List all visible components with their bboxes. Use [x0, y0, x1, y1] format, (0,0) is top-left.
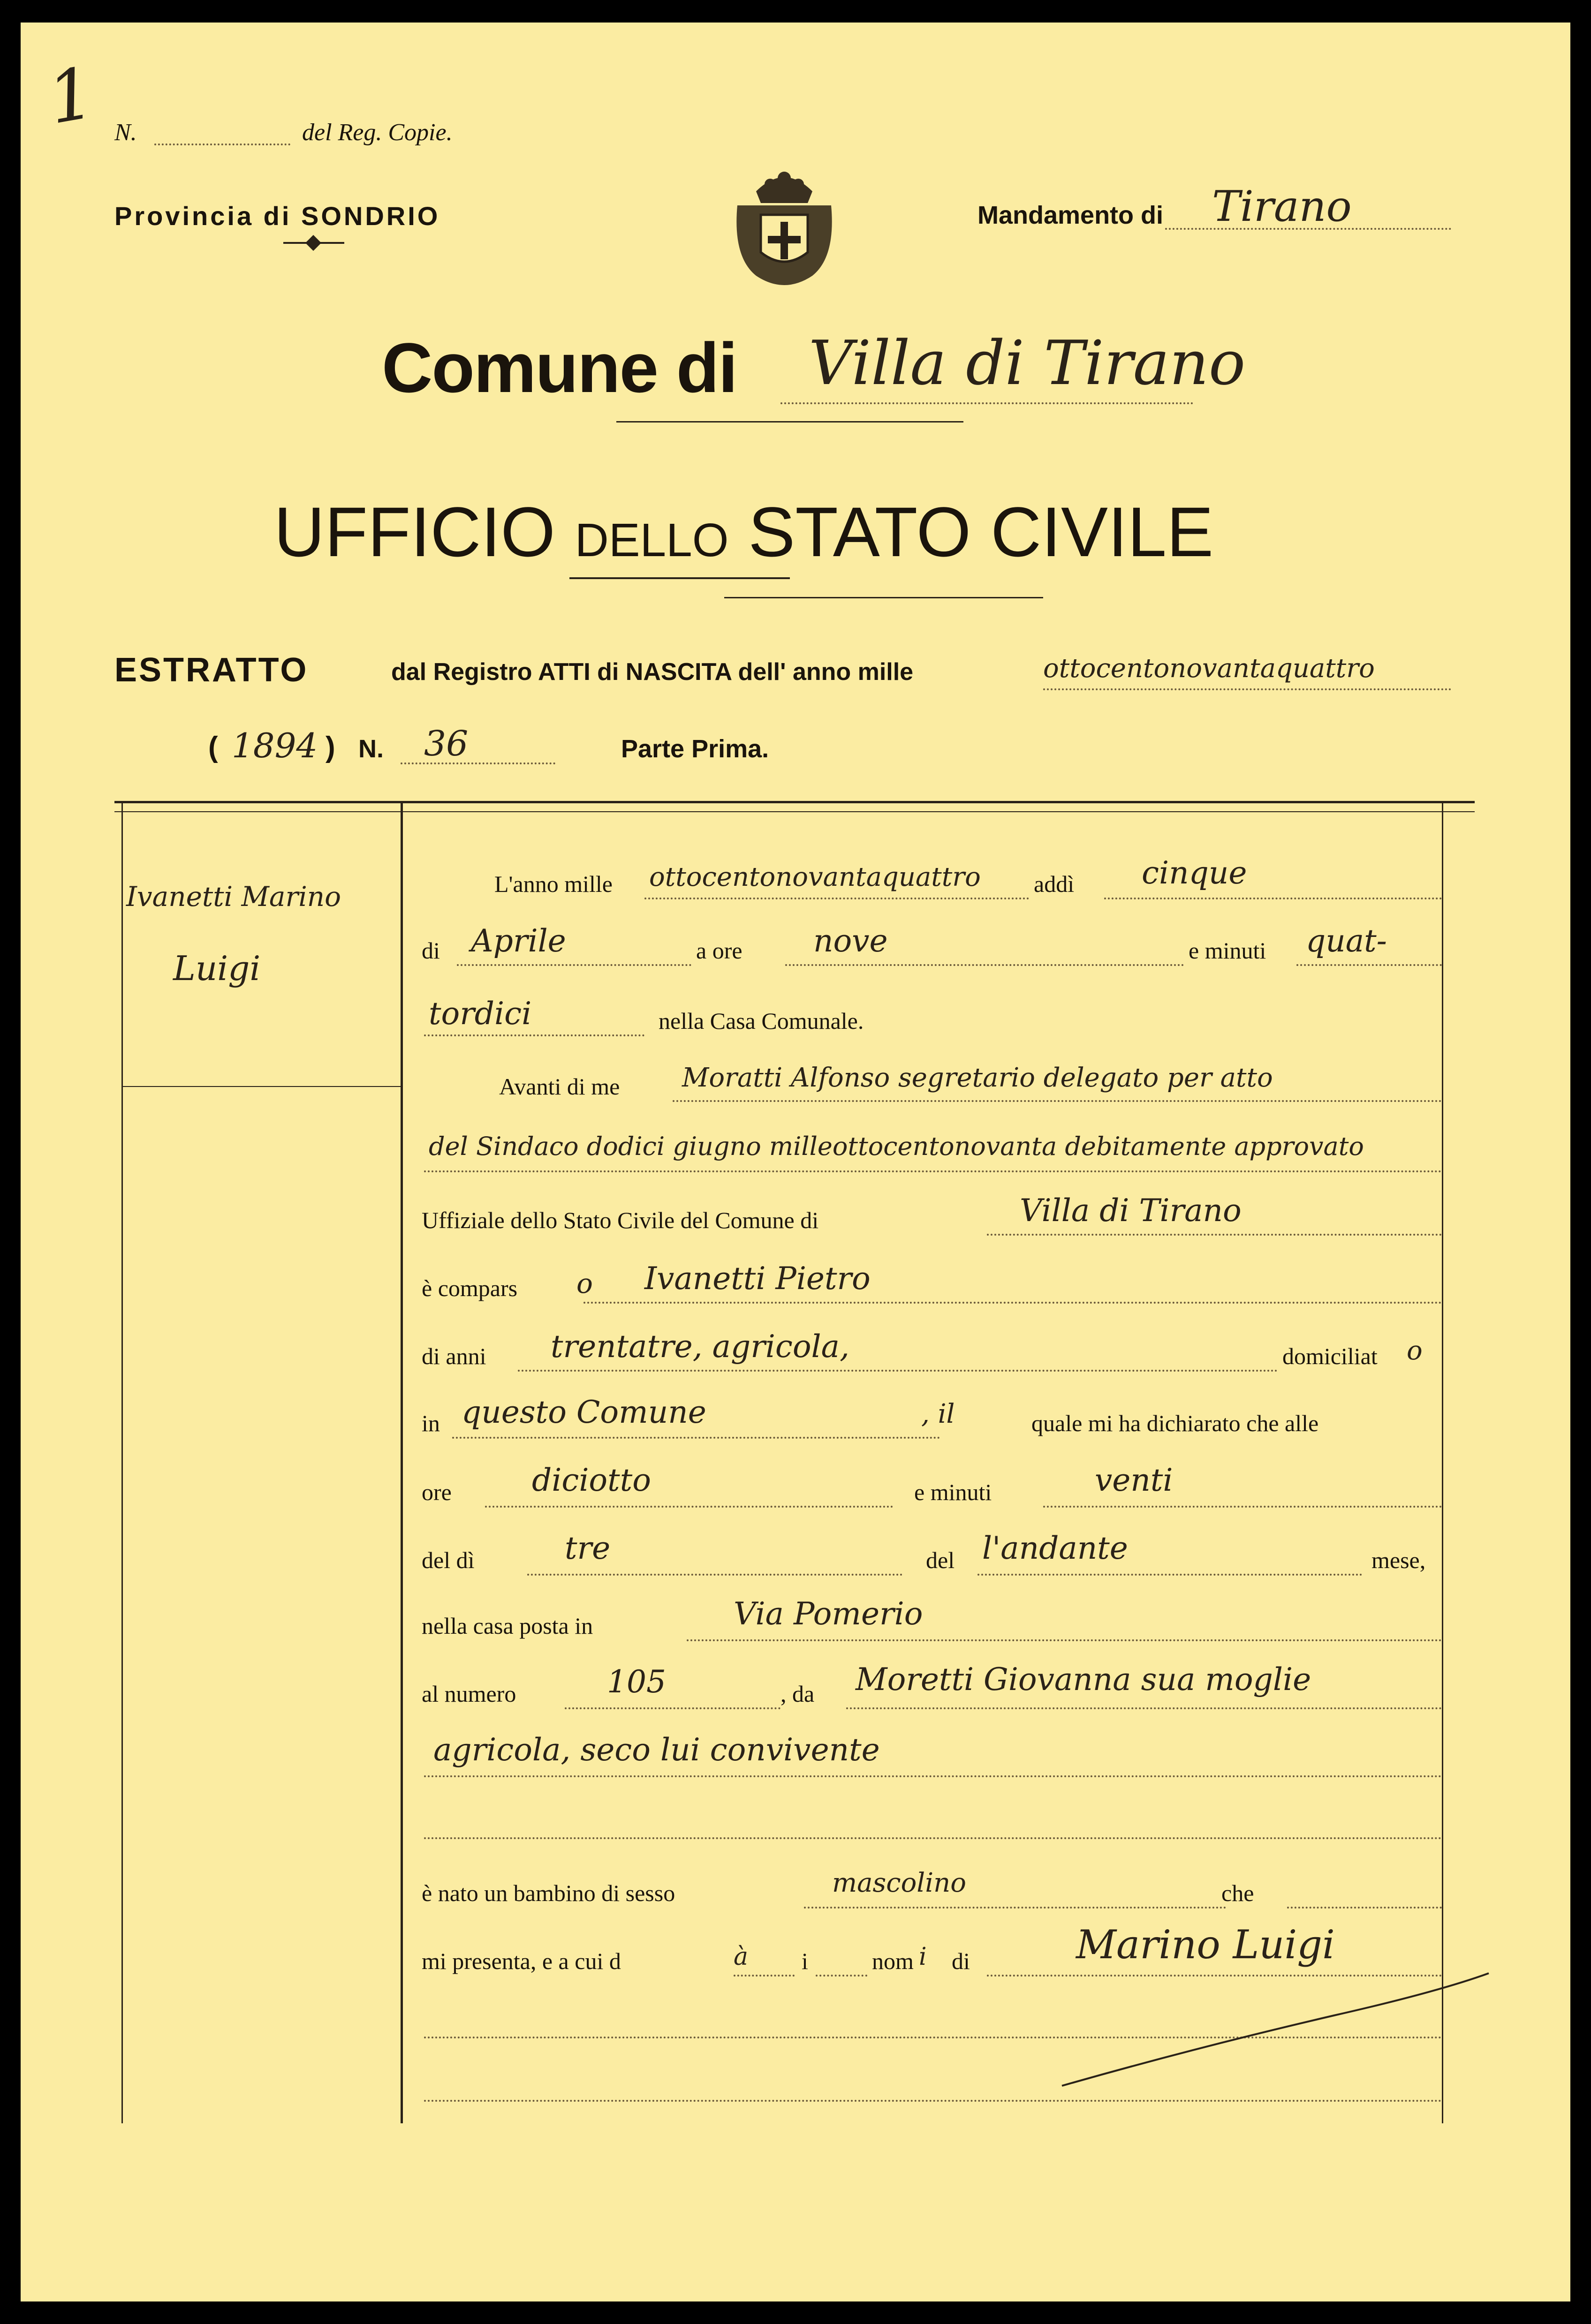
- act-l7-declarant: Ivanetti Pietro: [644, 1260, 871, 1297]
- act-l11-deldi: del dì: [422, 1547, 475, 1573]
- act-l12-street: Via Pomerio: [734, 1596, 923, 1632]
- act-l12-line: [687, 1639, 1442, 1641]
- act-l13-da: , da: [780, 1681, 815, 1707]
- closing-flourish: [1053, 1969, 1493, 2090]
- stato-civile-words: STATO CIVILE: [748, 492, 1214, 571]
- act-l10-minutes: venti: [1095, 1462, 1173, 1498]
- act-l16-sex: mascolino: [832, 1868, 966, 1898]
- act-l2-minuti: e minuti: [1189, 937, 1266, 964]
- reg-number-line: [154, 143, 290, 145]
- act-l16-che: che: [1221, 1880, 1254, 1906]
- act-l17-i: i: [802, 1948, 808, 1974]
- act-l13-number: 105: [607, 1664, 666, 1700]
- act-l10-hour: diciotto: [532, 1462, 651, 1498]
- ufficio-word: UFFICIO: [274, 492, 555, 571]
- anno-number: 1894: [232, 726, 318, 765]
- act-l13-label: al numero: [422, 1681, 516, 1707]
- act-l10-line1: [485, 1506, 893, 1508]
- act-l3-minutes: tordici: [429, 996, 532, 1032]
- anno-words-value: ottocentonovantaquattro: [1043, 653, 1375, 684]
- table-top-rule-2: [114, 811, 1475, 812]
- act-l5-delegation: del Sindaco dodici giugno milleottocentonovanta debitamente approvato: [429, 1132, 1364, 1161]
- act-l9-place: questo Comune: [462, 1394, 706, 1430]
- act-l13-mother: Moretti Giovanna sua moglie: [856, 1661, 1311, 1698]
- table-left-border: [121, 801, 123, 2123]
- act-l2-hour: nove: [813, 923, 888, 959]
- dello-word: DELLO: [575, 514, 729, 566]
- act-l11-del: del: [926, 1547, 955, 1573]
- act-l4-avanti: Avanti di me: [499, 1073, 620, 1100]
- act-l16-line: [804, 1907, 1226, 1909]
- act-l10-line2: [1043, 1506, 1442, 1508]
- act-l12-label: nella casa posta in: [422, 1613, 593, 1639]
- act-l1-year: ottocentonovantaquattro: [649, 862, 981, 892]
- provincia-label: Provincia di SONDRIO: [114, 201, 440, 231]
- act-l10-ore: ore: [422, 1479, 452, 1505]
- atto-number-label: N.: [358, 735, 384, 763]
- act-l5-line: [424, 1170, 1442, 1172]
- ornament-left-diamond: [305, 235, 321, 251]
- act-l7-suffix: o: [576, 1268, 593, 1299]
- act-l1-day: cinque: [1142, 855, 1247, 891]
- act-l6-comune: Villa di Tirano: [1020, 1192, 1242, 1229]
- act-l17-label: mi presenta, e a cui d: [422, 1948, 621, 1974]
- act-l17-di: di: [952, 1948, 970, 1974]
- act-l9-il: , il: [921, 1399, 955, 1429]
- act-l2-di: di: [422, 937, 440, 964]
- act-l19-line: [424, 2100, 1442, 2102]
- act-l16-label: è nato un bambino di sesso: [422, 1880, 675, 1906]
- margin-note-line2: Luigi: [173, 949, 261, 988]
- act-l1-line2: [1104, 898, 1442, 899]
- registro-label: dal Registro ATTI di NASCITA dell' anno mille: [391, 658, 914, 686]
- act-l13-line1: [565, 1707, 780, 1709]
- margin-note-rule: [121, 1086, 401, 1087]
- act-l9-label: quale mi ha dichiarato che alle: [1031, 1410, 1319, 1436]
- act-l17-names: Marino Luigi: [1076, 1922, 1335, 1968]
- act-l6-label: Uffiziale dello Stato Civile del Comune di: [422, 1207, 819, 1233]
- act-l1-line: [644, 898, 1029, 899]
- act-l3-casa: nella Casa Comunale.: [659, 1008, 864, 1034]
- comune-label: Comune di: [382, 328, 737, 407]
- table-right-border: [1442, 801, 1443, 2123]
- act-l11-line2: [977, 1574, 1362, 1576]
- act-l7-label: è compars: [422, 1275, 518, 1301]
- act-l2-minutes: quat-: [1306, 923, 1387, 959]
- act-l17-line2: [816, 1975, 867, 1977]
- anno-words-line: [1043, 688, 1451, 690]
- act-l16-line2: [1287, 1907, 1442, 1909]
- table-top-rule: [114, 801, 1475, 803]
- act-l11-line1: [527, 1574, 902, 1576]
- ufficio-rule: [569, 577, 790, 579]
- crest-icon: [728, 163, 841, 294]
- estratto-label: ESTRATTO: [114, 651, 309, 689]
- paren-open: (: [208, 731, 218, 763]
- act-l2-line2: [785, 964, 1184, 966]
- act-l9-line: [452, 1437, 940, 1439]
- act-l2-a-ore: a ore: [696, 937, 742, 964]
- ufficio-title: [274, 491, 1213, 573]
- act-l14-line: [424, 1775, 1442, 1777]
- act-l2-month: Aprile: [471, 923, 566, 959]
- mandamento-label: Mandamento di: [977, 201, 1164, 229]
- mandamento-value: Tirano: [1212, 182, 1352, 231]
- act-l17-nom: nom: [872, 1948, 914, 1974]
- margin-divider: [401, 801, 403, 2123]
- act-l4-officer: Moratti Alfonso segretario delegato per atto: [682, 1063, 1273, 1093]
- reg-copie-label: del Reg. Copie.: [302, 119, 453, 146]
- act-l15-line: [424, 1837, 1442, 1839]
- act-l8-suffix: o: [1407, 1336, 1423, 1366]
- act-l2-line3: [1296, 964, 1442, 966]
- act-l3-line: [424, 1034, 644, 1036]
- parte-prima: Parte Prima.: [621, 735, 769, 763]
- act-l8-age-job: trentatre, agricola,: [551, 1328, 849, 1365]
- act-l17-nomi: i: [919, 1943, 927, 1971]
- ufficio-rule-2: [724, 597, 1043, 598]
- act-l1-label: L'anno mille: [494, 871, 613, 897]
- act-l6-line: [987, 1234, 1442, 1236]
- act-l11-day: tre: [565, 1530, 611, 1566]
- act-l8-line: [518, 1370, 1278, 1372]
- comune-line: [780, 402, 1193, 404]
- certificate-sheet: [21, 23, 1570, 2301]
- margin-note-line1: Ivanetti Marino: [126, 881, 341, 913]
- act-l8-domiciliat: domiciliat: [1282, 1343, 1378, 1369]
- act-l4-line: [673, 1100, 1442, 1102]
- atto-number-value: 36: [424, 724, 469, 764]
- comune-rule: [616, 421, 963, 423]
- act-l11-month: l'andante: [982, 1530, 1128, 1566]
- act-l1-addi: addì: [1034, 871, 1075, 897]
- act-l13-line2: [846, 1707, 1442, 1709]
- act-l10-minuti: e minuti: [914, 1479, 992, 1505]
- act-l17-line1: [734, 1975, 795, 1977]
- act-l14-mother-job: agricola, seco lui convivente: [433, 1732, 880, 1768]
- act-l11-mese: mese,: [1371, 1547, 1426, 1573]
- act-l17-da: à: [734, 1943, 749, 1971]
- comune-value: Villa di Tirano: [809, 327, 1246, 399]
- paren-close: ): [326, 731, 335, 763]
- corner-mark: 1: [42, 52, 100, 140]
- act-l8-label: di anni: [422, 1343, 486, 1369]
- reg-number-label: N.: [114, 119, 137, 146]
- act-l7-line: [583, 1302, 1442, 1304]
- act-l9-in: in: [422, 1410, 440, 1436]
- act-l2-line1: [457, 964, 691, 966]
